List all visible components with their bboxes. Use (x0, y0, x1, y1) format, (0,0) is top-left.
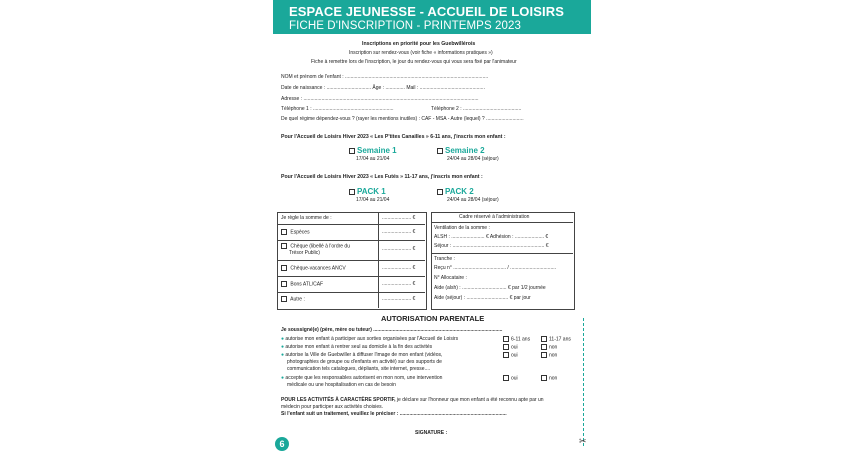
checkbox[interactable] (541, 352, 547, 358)
payment-amount[interactable]: ..................... € (382, 265, 416, 271)
checkbox[interactable] (541, 344, 547, 350)
option-label: PACK 1 (357, 187, 386, 196)
row-label: Bons ATL/CAF (290, 281, 324, 288)
autorisation-item: ● accepte que les responsables autorisent en mon nom, une intervention (281, 375, 443, 381)
option-label: non (549, 344, 558, 351)
payment-amount[interactable]: ..................... € (382, 229, 416, 235)
payment-row-especes[interactable] (281, 229, 310, 236)
page-subtitle: FICHE D'INSCRIPTION - PRINTEMPS 2023 (289, 20, 521, 32)
checkbox[interactable] (281, 243, 287, 249)
winter1-option-2-dates: 24/04 au 28/04 (séjour) (447, 156, 499, 162)
admin-recu: Reçu n° ...................................... / ................................. (434, 265, 557, 271)
autorisation-item: ● autorise la Ville de Guebwiller à diffuser l'image de mon enfant (vidéos, (281, 352, 443, 358)
divider (277, 292, 425, 293)
field-regime[interactable]: De quel régime dépendez-vous ? (rayer les mentions inutiles) : CAF - MSA - Autre (lequel) ? ........................... (281, 116, 524, 122)
option-label: oui (511, 352, 518, 359)
divider (277, 276, 425, 277)
winter2-option-2[interactable] (437, 187, 474, 196)
admin-sejour: Séjour : .................................................................. € (434, 243, 549, 249)
checkbox[interactable] (349, 148, 355, 154)
option-label: non (549, 352, 558, 359)
item-text: autorise mon enfant à rentrer seul au domicile à la fin des activités (285, 344, 433, 350)
checkbox[interactable] (281, 229, 287, 235)
autorisation-item-cont: communication tels catalogues, dépliants, site internet, presse.... (287, 366, 431, 372)
divider (277, 260, 425, 261)
winter1-heading: Pour l'Accueil de Loisirs Hiver 2023 « Les P'tites Canailles » 6-11 ans, j'inscris mon enfant : (281, 134, 506, 140)
sport-declaration-2: médecin pour participer aux activités choisies. (281, 404, 383, 410)
intro-remettre: Fiche à remettre lors de l'inscription, le jour du rendez-vous qui vous sera fixé par l'animateur (311, 59, 517, 65)
treatment-field[interactable]: Si l'enfant suit un traitement, veuillez le préciser : ............................................................................. (281, 411, 507, 417)
checkbox[interactable] (437, 148, 443, 154)
option-11-17[interactable] (541, 336, 571, 343)
option-label: Semaine 2 (445, 146, 485, 155)
sport-bold: POUR LES ACTIVITÉS À CARACTÈRE SPORTIF, (281, 397, 396, 403)
page-header (273, 0, 591, 34)
option-oui[interactable] (503, 375, 518, 382)
option-oui[interactable] (503, 352, 518, 359)
checkbox[interactable] (541, 336, 547, 342)
payment-row-bons[interactable] (281, 281, 323, 288)
row-label: Chèque (libellé à l'ordre du (290, 243, 350, 250)
field-address[interactable]: Adresse : .............................................................................................................................. (281, 96, 479, 102)
admin-aide-sejour: Aide (séjour) : .............................. € par jour (434, 295, 531, 301)
option-label: 11-17 ans (549, 336, 571, 343)
winter1-option-1[interactable] (349, 146, 397, 155)
option-label: oui (511, 344, 518, 351)
sport-declaration (281, 397, 544, 404)
admin-ventilation: Ventilation de la somme : (434, 225, 490, 231)
option-non[interactable] (541, 352, 557, 359)
checkbox[interactable] (281, 296, 287, 302)
row-label: Autre : (290, 296, 305, 303)
autorisation-item: ● autorise mon enfant à participer aux sorties organisées par l'Accueil de Loisirs (281, 336, 459, 342)
option-non[interactable] (541, 344, 557, 351)
autorisation-title: AUTORISATION PARENTALE (381, 314, 485, 323)
admin-aide-alsh: Aide (alsh) : ................................ € par 1/2 journée (434, 285, 546, 291)
checkbox[interactable] (437, 189, 443, 195)
sport-rest: je déclare sur l'honneur que mon enfant a été reconnu apte par un (395, 397, 544, 403)
checkbox[interactable] (503, 336, 509, 342)
payment-title: Je règle la somme de : (281, 215, 332, 221)
payment-amount[interactable]: ..................... € (382, 296, 416, 302)
winter2-heading: Pour l'Accueil de Loisirs Hiver 2023 « Les Futés » 11-17 ans, j'inscris mon enfant : (281, 174, 483, 180)
winter1-option-2[interactable] (437, 146, 485, 155)
intro-priority: Inscriptions en priorité pour les Guebwillérois (362, 41, 476, 47)
autorisation-item-cont: médicale ou une hospitalisation en cas de besoin (287, 382, 396, 388)
payment-total[interactable]: ..................... € (382, 215, 416, 221)
payment-amount[interactable]: ..................... € (382, 246, 416, 252)
divider (431, 253, 573, 254)
item-text: autorise mon enfant à participer aux sorties organisées par l'Accueil de Loisirs (285, 336, 459, 342)
cut-line (583, 318, 584, 446)
option-6-11[interactable] (503, 336, 530, 343)
checkbox[interactable] (503, 352, 509, 358)
checkbox[interactable] (503, 375, 509, 381)
divider (277, 240, 425, 241)
field-phone2[interactable]: Téléphone 2 : .......................................... (431, 106, 522, 112)
option-non[interactable] (541, 375, 557, 382)
admin-tranche: Tranche : (434, 256, 455, 262)
payment-row-cheque-2: Trésor Public) (289, 250, 320, 256)
payment-row-autre[interactable] (281, 296, 305, 303)
option-label: non (549, 375, 558, 382)
row-label: Espèces (290, 229, 310, 236)
row-label: Chèque-vacances ANCV (290, 265, 346, 272)
divider (431, 222, 573, 223)
field-name[interactable]: NOM et prénom de l'enfant : ....................................................................................................... (281, 74, 489, 80)
intro-rdv: Inscription sur rendez-vous (voir fiche « informations pratiques ») (349, 50, 493, 56)
item-text: accepte que les responsables autorisent en mon nom, une intervention (285, 375, 443, 381)
autorisation-intro[interactable]: Je soussigné(e) (père, mère ou tuteur) ............................................................................................. (281, 327, 503, 333)
checkbox[interactable] (349, 189, 355, 195)
payment-row-ancv[interactable] (281, 265, 346, 272)
autorisation-item-cont: photographies de groupe ou d'enfants en activité) sur des supports de (287, 359, 442, 365)
divider (277, 224, 425, 225)
scissors-icon: ✂ (579, 436, 587, 446)
page-number: 6 (275, 437, 289, 451)
option-label: oui (511, 375, 518, 382)
checkbox[interactable] (541, 375, 547, 381)
admin-title: Cadre réservé à l'administration (459, 214, 530, 220)
option-label: PACK 2 (445, 187, 474, 196)
admin-alsh: ALSH : ........................ € Adhésion : ..................... € (434, 234, 549, 240)
field-birth[interactable]: Date de naissance : ................................ Âge : .............. Mail : ............................................... (281, 85, 485, 91)
checkbox[interactable] (281, 281, 287, 287)
page-title: ESPACE JEUNESSE - ACCUEIL DE LOISIRS (289, 4, 564, 19)
option-label: Semaine 1 (357, 146, 397, 155)
item-text: autorise la Ville de Guebwiller à diffuser l'image de mon enfant (vidéos, (285, 352, 443, 358)
winter2-option-1-dates: 17/04 au 21/04 (356, 197, 390, 203)
field-phone1[interactable]: Téléphone 1 : .......................................................... (281, 106, 394, 112)
winter2-option-1[interactable] (349, 187, 386, 196)
checkbox[interactable] (281, 265, 287, 271)
winter2-option-2-dates: 24/04 au 28/04 (séjour) (447, 197, 499, 203)
payment-amount[interactable]: ..................... € (382, 281, 416, 287)
autorisation-item: ● autorise mon enfant à rentrer seul au domicile à la fin des activités (281, 344, 433, 350)
option-label: 6-11 ans (511, 336, 531, 343)
winter1-option-1-dates: 17/04 au 21/04 (356, 156, 390, 162)
option-oui[interactable] (503, 344, 518, 351)
signature-label: SIGNATURE : (415, 430, 448, 436)
checkbox[interactable] (503, 344, 509, 350)
form-page (269, 0, 591, 455)
admin-allocataire: N° Allocataire : (434, 275, 467, 281)
